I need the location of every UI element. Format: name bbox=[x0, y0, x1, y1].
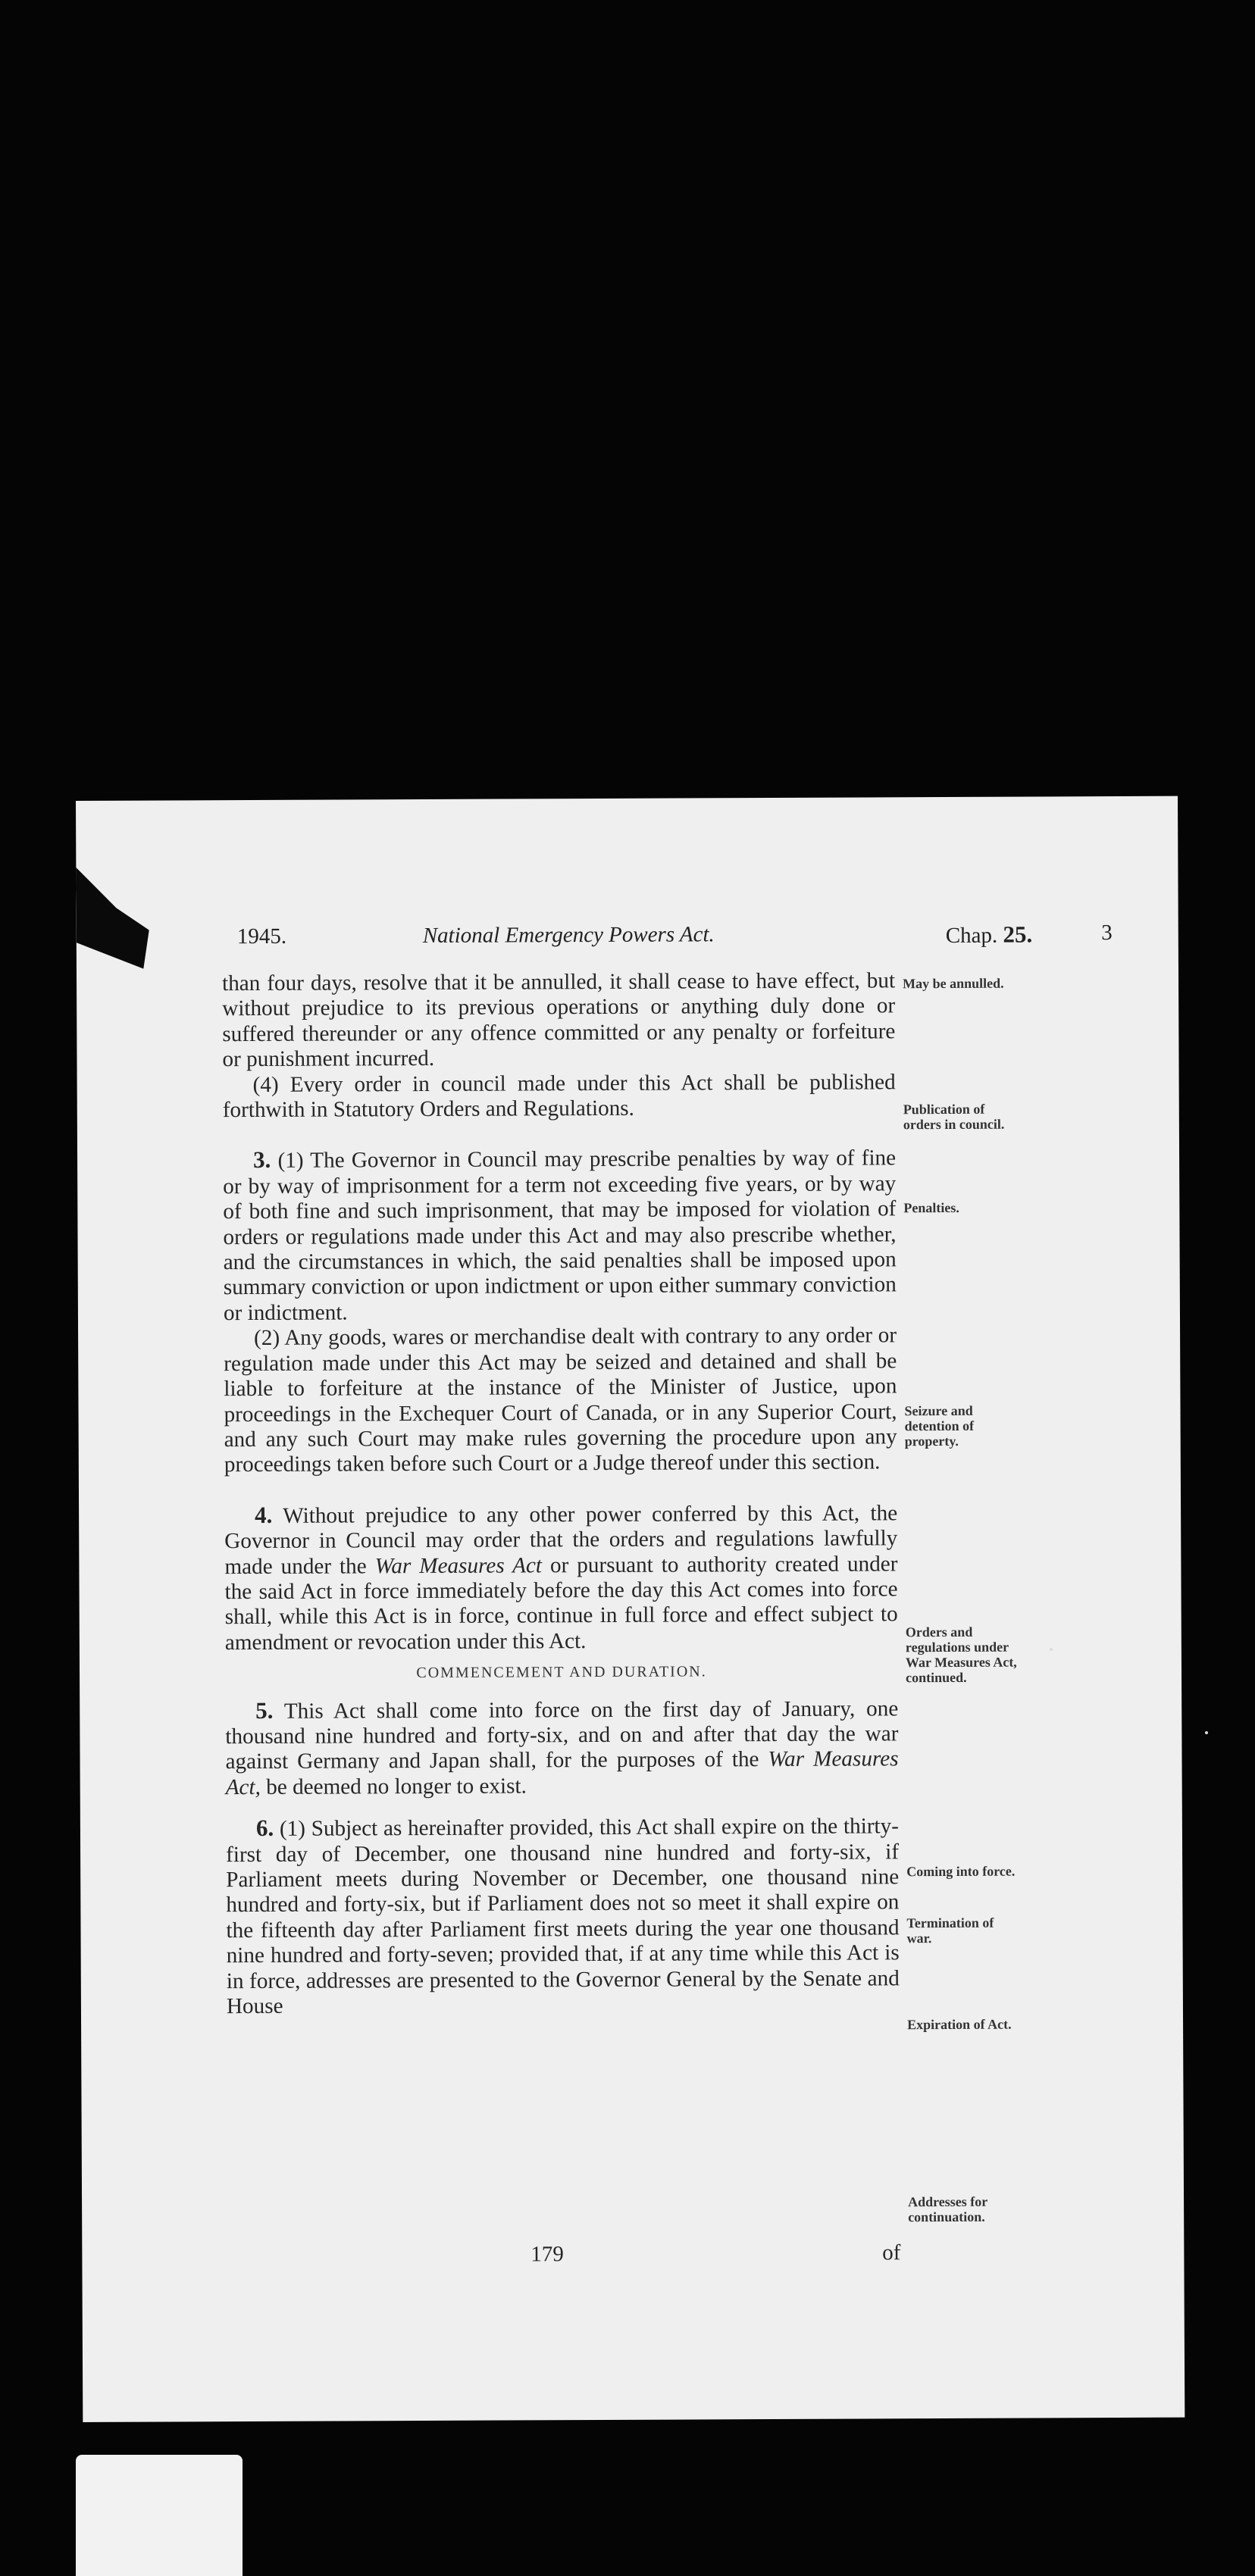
margin-note-seizure: Seizure and detention of property. bbox=[904, 1402, 975, 1449]
speck bbox=[1205, 1731, 1208, 1734]
document-body bbox=[222, 968, 900, 2019]
section-4-number: 4. bbox=[255, 1501, 273, 1528]
chapter-number: 25. bbox=[1003, 921, 1033, 948]
section-4-italic: War Measures Act bbox=[374, 1552, 543, 1578]
section-2-subsection-4: (4) Every order in council made under this Act shall be published forthwith in Statutory Orders and Regulations. bbox=[222, 1069, 896, 1123]
section-5-text-b: be deemed no longer to exist. bbox=[266, 1774, 527, 1799]
section-2-continuation: than four days, resolve that it be annulled, it shall cease to have effect, but without prejudice to its previous operations or anything duly done or suffered thereunder or any offence committed or any penalty or forfeiture or punishment incurred. bbox=[221, 968, 896, 1072]
page-tab-mark bbox=[76, 868, 149, 969]
margin-note-orders: Orders and regulations under War Measures Act, continued. bbox=[905, 1624, 1017, 1686]
section-4-text-b: or pursuant to authority created under the said Act in force immediately before the day this Act comes into force shall, while this Act is in force, continue in full force and effect subject to amendment or revocation under this Act. bbox=[224, 1551, 898, 1655]
section-6-1-text: (1) Subject as hereinafter provided, this Act shall expire on the thirty-first day of December, one thousand nine hundred and forty-six, if Parliament meets during November or December, one thousand nine hundred and forty-six, but if Parliament does not so meet it shall expire on the fifteenth day after Parliament first meets during the year one thousand nine hundred and forty-seven; provided that, if at any time while this Act is in force, addresses are presented to the Governor General by the Senate and House bbox=[226, 1814, 900, 2019]
margin-note-termination: Termination of war. bbox=[906, 1915, 994, 1946]
document-page bbox=[76, 796, 1185, 2422]
page-footer bbox=[227, 2240, 900, 2274]
header-chapter bbox=[946, 921, 1033, 948]
section-3-number: 3. bbox=[252, 1146, 271, 1174]
section-heading: COMMENCEMENT AND DURATION. bbox=[416, 1663, 707, 1682]
corner-card bbox=[76, 2455, 243, 2576]
section-5-text-a: This Act shall come into force on the first day of January, one thousand nine hundred and forty-six, and on and after that day the war against Germany and Japan shall, for the purposes of the bbox=[225, 1696, 899, 1774]
section-3-1-text: (1) The Governor in Council may prescribe penalties by way of fine or by way of imprisonment for a term not exceeding five years, or by way of both fine and such imprisonment, that may be imposed for violation of orders or regulations made under this Act and may also prescribe whether, and the circumstances in which, the said penalties shall be imposed upon summary conviction or upon indictment or upon either summary conviction or indictment. bbox=[223, 1146, 897, 1326]
footer-page-number: 179 bbox=[530, 2242, 564, 2267]
header-page-number: 3 bbox=[1101, 921, 1113, 946]
section-3-subsection-2: (2) Any goods, wares or merchandise dealt with contrary to any order or regulation made under this Act may be seized and detained and shall be liable to forfeiture at the instance of the Minister of Justice, upon proceedings in the Exchequer Court of Canada, or in any Superior Court, and any such Court may make rules governing the procedure upon any proceedings taken before such Court or a Judge thereof under this section. bbox=[224, 1323, 897, 1477]
chapter-prefix: Chap. bbox=[945, 923, 998, 948]
footer-catchword: of bbox=[882, 2240, 901, 2265]
header-year: 1945. bbox=[236, 924, 287, 949]
margin-note-annulled: May be annulled. bbox=[903, 975, 1004, 992]
margin-note-expiration: Expiration of Act. bbox=[907, 2016, 1012, 2033]
section-5 bbox=[225, 1695, 899, 1800]
section-5-number: 5. bbox=[255, 1696, 274, 1724]
section-4 bbox=[224, 1499, 898, 1655]
margin-note-publication: Publication of orders in council. bbox=[903, 1101, 1005, 1133]
section-3-subsection-1 bbox=[223, 1145, 897, 1327]
speck bbox=[1050, 1648, 1053, 1651]
section-6 bbox=[226, 1812, 900, 2019]
margin-note-penalties: Penalties. bbox=[903, 1199, 959, 1216]
section-6-number: 6. bbox=[255, 1815, 274, 1842]
running-header bbox=[237, 921, 1113, 962]
section-4-text-a: Without prejudice to any other power conferred by this Act, the Governor in Council may order that the orders and regulations lawfully made under the bbox=[224, 1500, 898, 1579]
section-5-italic: War Measures Act, bbox=[225, 1746, 899, 1799]
header-title: National Emergency Powers Act. bbox=[422, 922, 715, 949]
margin-note-addresses: Addresses for continuation. bbox=[908, 2193, 987, 2225]
margin-note-coming: Coming into force. bbox=[906, 1863, 1016, 1880]
